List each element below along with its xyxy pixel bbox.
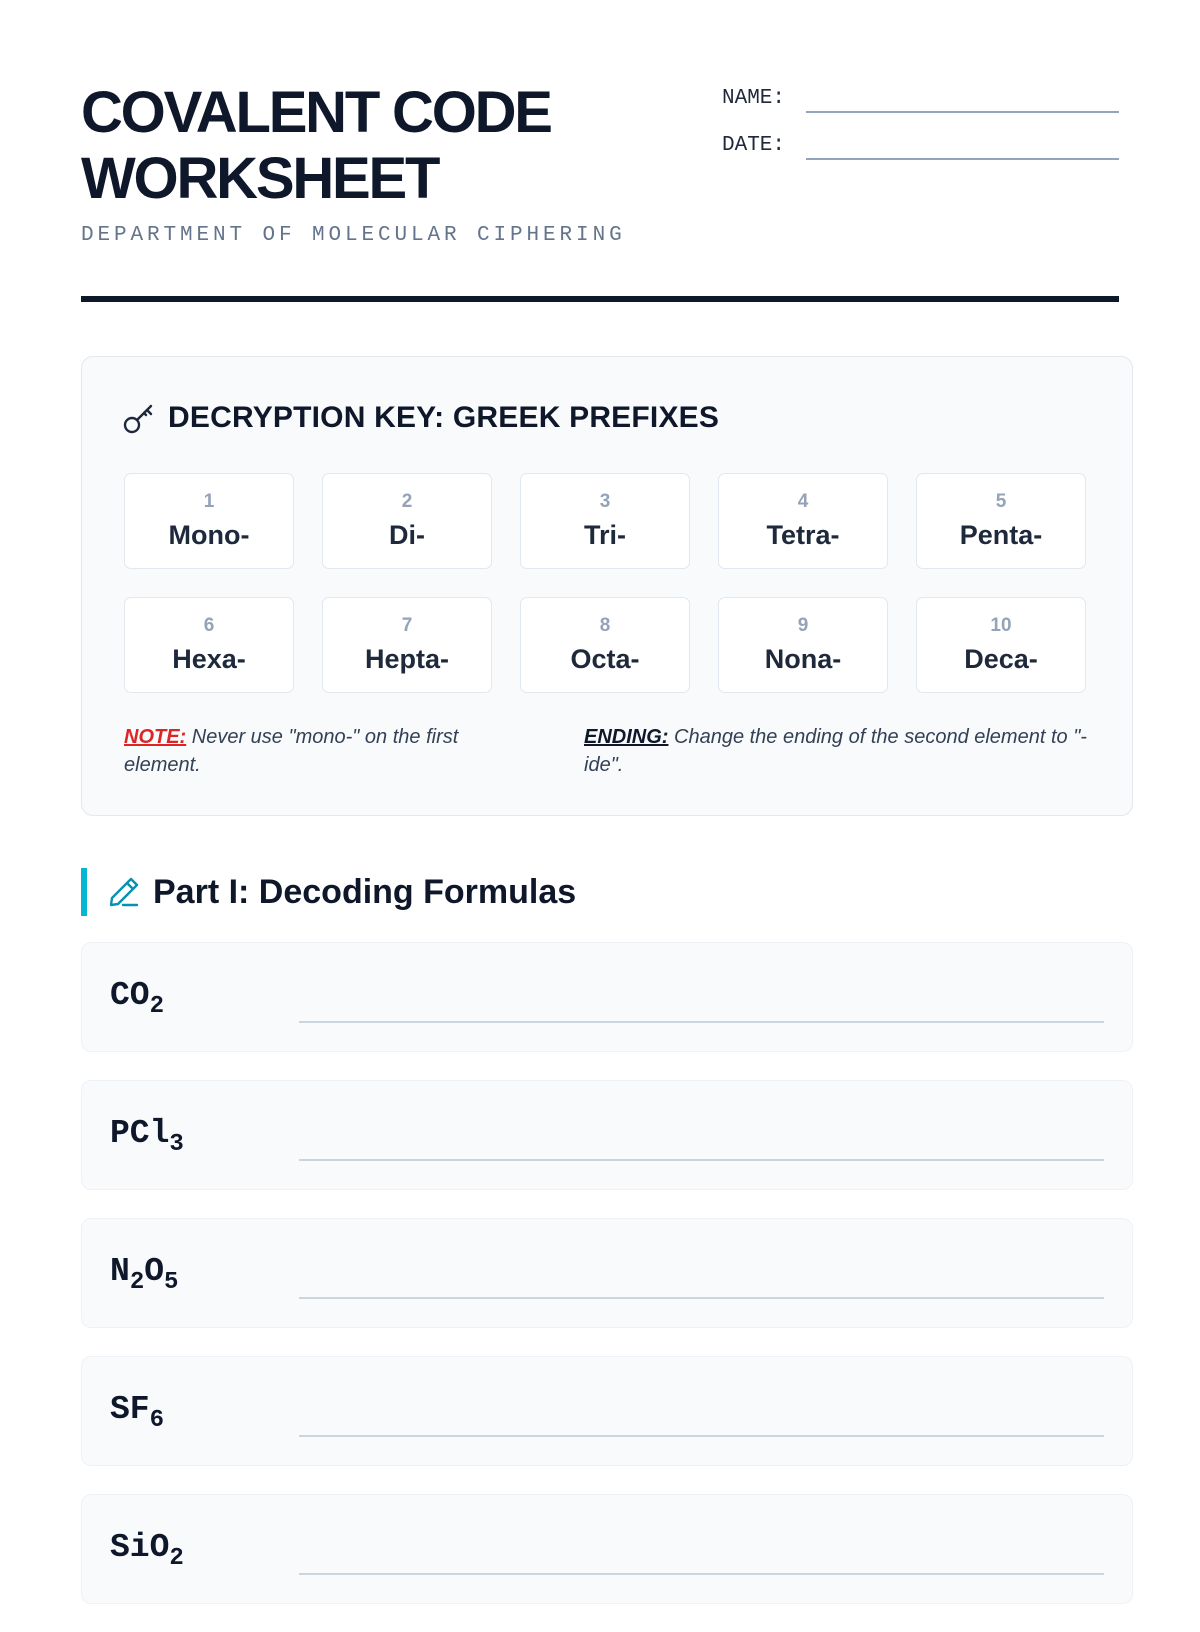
prefix-cell-5 xyxy=(916,473,1086,569)
prefix-cell-9 xyxy=(718,597,888,693)
formula-subscript: 3 xyxy=(169,1131,184,1158)
key-header xyxy=(122,401,719,435)
date-label: DATE: xyxy=(722,134,786,157)
chemical-formula xyxy=(110,1529,184,1572)
ending-note xyxy=(584,723,1114,779)
prefix-number: 6 xyxy=(203,615,215,636)
part-one-heading xyxy=(81,868,576,916)
answer-line[interactable] xyxy=(299,1297,1104,1299)
note-label: NOTE: xyxy=(124,726,187,748)
prefix-cell-4 xyxy=(718,473,888,569)
name-line[interactable] xyxy=(806,111,1119,113)
formula-subscript: 6 xyxy=(149,1407,165,1434)
prefix-name: Hepta- xyxy=(364,644,449,674)
prefix-grid xyxy=(124,473,1094,693)
header-divider xyxy=(81,296,1119,302)
prefix-number: 2 xyxy=(401,491,413,512)
prefix-cell-7 xyxy=(322,597,492,693)
prefix-cell-10 xyxy=(916,597,1086,693)
chemical-formula xyxy=(110,1391,165,1434)
formula-row xyxy=(81,1080,1133,1190)
name-field[interactable] xyxy=(722,80,1119,113)
section-accent-bar xyxy=(81,868,87,916)
prefix-number: 5 xyxy=(995,491,1007,512)
prefix-name: Tetra- xyxy=(766,520,840,550)
answer-line[interactable] xyxy=(299,1159,1104,1161)
answer-line[interactable] xyxy=(299,1573,1104,1575)
prefix-number: 9 xyxy=(797,615,809,636)
formula-symbol: CO xyxy=(110,977,150,1014)
name-label: NAME: xyxy=(722,87,786,110)
page-title: COVALENT CODE WORKSHEET xyxy=(81,80,551,211)
prefix-name: Di- xyxy=(389,520,425,550)
department-subtitle: DEPARTMENT OF MOLECULAR CIPHERING xyxy=(81,224,626,247)
date-line[interactable] xyxy=(806,158,1119,160)
prefix-number: 4 xyxy=(797,491,809,512)
note-text: Never use "mono-" on the first element. xyxy=(124,726,459,776)
prefix-cell-2 xyxy=(322,473,492,569)
prefix-name: Tri- xyxy=(583,520,626,550)
pen-icon xyxy=(107,875,141,909)
formula-subscript: 2 xyxy=(149,993,165,1020)
key-icon xyxy=(122,401,156,435)
key-notes xyxy=(124,723,1114,779)
formula-row xyxy=(81,942,1133,1052)
formula-subscript: 5 xyxy=(164,1269,179,1296)
answer-line[interactable] xyxy=(299,1435,1104,1437)
prefix-cell-8 xyxy=(520,597,690,693)
student-fields xyxy=(722,80,1119,174)
prefix-cell-1 xyxy=(124,473,294,569)
decryption-key-card xyxy=(81,356,1133,816)
formula-row xyxy=(81,1218,1133,1328)
chemical-formula xyxy=(110,1253,179,1296)
mono-note xyxy=(124,723,504,779)
formula-list xyxy=(81,942,1133,1632)
formula-symbol: SF xyxy=(110,1391,150,1428)
formula-symbol: SiO xyxy=(110,1529,170,1566)
prefix-cell-6 xyxy=(124,597,294,693)
formula-symbol: N xyxy=(110,1253,130,1290)
formula-row xyxy=(81,1356,1133,1466)
key-title: DECRYPTION KEY: GREEK PREFIXES xyxy=(168,401,720,434)
formula-row xyxy=(81,1494,1133,1604)
prefix-cell-3 xyxy=(520,473,690,569)
chemical-formula xyxy=(110,977,165,1020)
prefix-number: 1 xyxy=(203,491,215,512)
prefix-number: 10 xyxy=(990,615,1012,636)
date-field[interactable] xyxy=(722,127,1119,160)
chemical-formula xyxy=(110,1115,184,1158)
formula-subscript: 2 xyxy=(169,1545,184,1572)
prefix-name: Nona- xyxy=(764,644,842,674)
ending-label: ENDING: xyxy=(584,726,669,748)
formula-symbol: PCl xyxy=(110,1115,170,1152)
answer-line[interactable] xyxy=(299,1021,1104,1023)
prefix-number: 3 xyxy=(599,491,611,512)
header xyxy=(81,0,1119,300)
prefix-name: Octa- xyxy=(570,644,640,674)
prefix-number: 7 xyxy=(401,615,413,636)
prefix-name: Mono- xyxy=(168,520,250,550)
section-title: Part I: Decoding Formulas xyxy=(153,872,577,911)
formula-symbol: O xyxy=(144,1253,165,1290)
prefix-name: Deca- xyxy=(964,644,1038,674)
prefix-name: Penta- xyxy=(959,520,1043,550)
prefix-name: Hexa- xyxy=(172,644,246,674)
prefix-number: 8 xyxy=(599,615,611,636)
ending-text: Change the ending of the second element to "-ide". xyxy=(584,726,1087,776)
formula-subscript: 2 xyxy=(129,1269,145,1296)
